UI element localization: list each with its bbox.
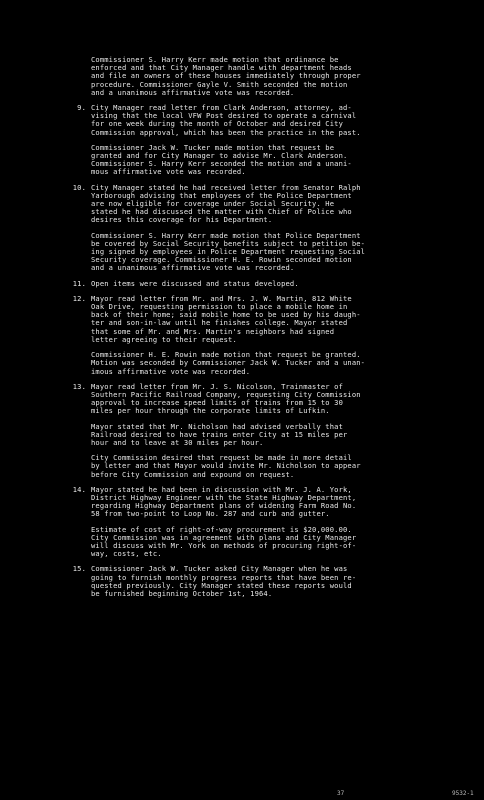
item-paragraph: Mayor stated that Mr. Nicholson had advised verbally that Railroad desired to have trains enter City at 15 miles per hour and to leave at 30 miles per hour. [91, 421, 348, 447]
item-paragraph: Mayor stated he had been in discussion with Mr. J. A. York, District Highway Engineer with the State Highway Department, regarding Highway Department plans of widening Farm Road No. 58 from two-point to Loop No. 287 and curb and gutter. [91, 484, 357, 519]
item-paragraph: City Commission desired that request be made in more detail by letter and that Mayor would invite Mr. Nicholson to appear before City Commission and expound on request. [91, 453, 361, 479]
item-paragraph: Commissioner S. Harry Kerr made motion that ordinance be enforced and that City Manager handle with department heads and file an owners of these houses immediately through proper procedure. Commissioner Gayle V. Smith seconded the motion and a unanimous affirmative vote was recorded. [91, 55, 361, 97]
item-paragraph: Commissioner H. E. Rowin made motion that request be granted. Motion was seconded by Commissioner Jack W. Tucker and a unan- imous affirmative vote was recorded. [91, 350, 366, 376]
item-number: 10. [72, 182, 86, 192]
page-number: 37 [337, 790, 345, 797]
item-number: 13. [72, 381, 86, 391]
minutes-text [62, 56, 450, 605]
item-paragraph: Mayor read letter from Mr. and Mrs. J. W. Martin, 812 White Oak Drive, requesting permission to place a mobile home in back of their home; said mobile home to be used by his daugh- ter and son-in-law until he finishes college. Mayor stated that some of Mr. and Mrs. Martin's neighbors had signed letter agreeing to their request. [91, 293, 361, 344]
item-paragraph: Estimate of cost of right-of-way procurement is $20,000.00. City Commission was in agreement with plans and City Manager will discuss with Mr. York on methods of procuring right-of- way, costs, etc. [91, 524, 357, 559]
minutes-item [62, 486, 450, 559]
item-paragraph: Mayor read letter from Mr. J. S. Nicolson, Trainmaster of Southern Pacific Railroad Company, requesting City Commission approval to increase speed limits of trains from 15 to 30 miles per hour through the corporate limits of Lufkin. [91, 381, 361, 416]
item-number: 14. [72, 484, 86, 494]
item-number: 15. [72, 564, 86, 574]
item-number: 9. [77, 103, 86, 113]
item-number: 12. [72, 293, 86, 303]
minutes-item [62, 184, 450, 273]
minutes-item [62, 383, 450, 479]
item-paragraph: City Manager read letter from Clark Anderson, attorney, ad- vising that the local VFW Post desired to operate a carnival for one week during the month of October and desired City Commission approval, which has been the practice in the past. [91, 103, 361, 137]
minutes-item [62, 565, 450, 598]
document-code: 9532-1 [452, 790, 474, 797]
minutes-item [62, 280, 450, 288]
item-paragraph: Commissioner S. Harry Kerr made motion that Police Department be covered by Social Security benefits subject to petition be- ing signed by employees in Police Department requesting Social Security coverage. Commissioner H. E. Rowin seconded motion and a unanimous affirmative vote was recorded. [91, 230, 366, 273]
minutes-item [62, 56, 450, 97]
minutes-item [62, 104, 450, 177]
item-paragraph: Open items were discussed and status developed. [91, 278, 299, 288]
minutes-item [62, 295, 450, 376]
item-paragraph: City Manager stated he had received letter from Senator Ralph Yarborough advising that employees of the Police Department are now eligible for coverage under Social Security. He stated he had discussed the matter with Chief of Police who desires this coverage for his Department. [91, 182, 361, 225]
item-paragraph: Commissioner Jack W. Tucker made motion that request be granted and for City Manager to advise Mr. Clark Anderson. Commissioner S. Harry Kerr seconded the motion and a unani- mous affirmative vote was recorded. [91, 142, 352, 177]
item-number: 11. [72, 278, 86, 288]
item-paragraph: Commissioner Jack W. Tucker asked City Manager when he was going to furnish monthly progress reports that have been re- quested previously. City Manager stated these reports would be furnished beginning October 1st, 1964. [91, 564, 357, 598]
